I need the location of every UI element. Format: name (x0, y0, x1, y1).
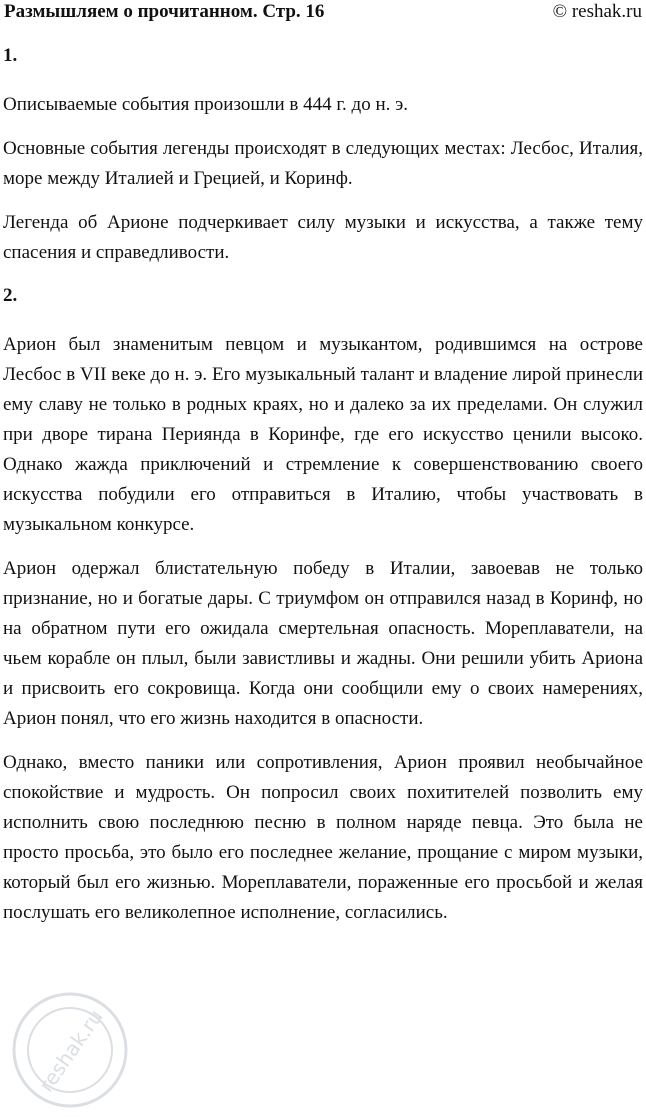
site-copyright[interactable]: © reshak.ru (552, 1, 642, 22)
answer-content (3, 44, 643, 942)
page-title: Размышляем о прочитанном. Стр. 16 (4, 1, 325, 22)
paragraph: Основные события легенды происходят в следующих местах: Лесбос, Италия, море между Италией и Грецией, и Коринф. (3, 138, 643, 189)
section-1 (3, 44, 643, 268)
paragraph: Описываемые события произошли в 444 г. до н. э. (3, 94, 409, 115)
reshak-watermark-logo (0, 970, 150, 1117)
watermark-text: reshak.ru (33, 1005, 108, 1097)
paragraph: Легенда об Арионе подчеркивает силу музыки и искусства, а также тему спасения и справедливости. (3, 212, 643, 263)
section-2 (3, 284, 643, 928)
paragraph: Арион был знаменитым певцом и музыкантом, родившимся на острове Лесбос в VII веке до н. э. Его музыкальный талант и владение лирой принесли ему славу не только в родных краях, но и далеко за их пределами. Он служил при дворе тирана Периянда в Коринфе, где его искусство ценили высоко. Однако жажда приключений и стремление к совершенствованию своего искусства побудили его отправиться в Италию, чтобы участвовать в музыкальном конкурсе. (3, 334, 643, 535)
section-number: 1. (3, 45, 18, 66)
paragraph: Однако, вместо паники или сопротивления, Арион проявил необычайное спокойствие и мудрость. Он попросил своих похитителей позволить ему исполнить свою последнюю песню в полном наряде певца. Это была не просто просьба, это было его последнее желание, прощание с миром музыки, который был его жизнью. Мореплаватели, пораженные его просьбой и желая послушать его великолепное исполнение, согласились. (3, 752, 643, 923)
paragraph: Арион одержал блистательную победу в Италии, завоевав не только признание, но и богатые дары. С триумфом он отправился назад в Коринф, но на обратном пути его ожидала смертельная опасность. Мореплаватели, на чьем корабле он плыл, были завистливы и жадны. Они решили убить Ариона и присвоить его сокровища. Когда они сообщили ему о своих намерениях, Арион понял, что его жизнь находится в опасности. (3, 558, 643, 729)
page-header (4, 0, 642, 26)
section-number: 2. (3, 285, 18, 306)
